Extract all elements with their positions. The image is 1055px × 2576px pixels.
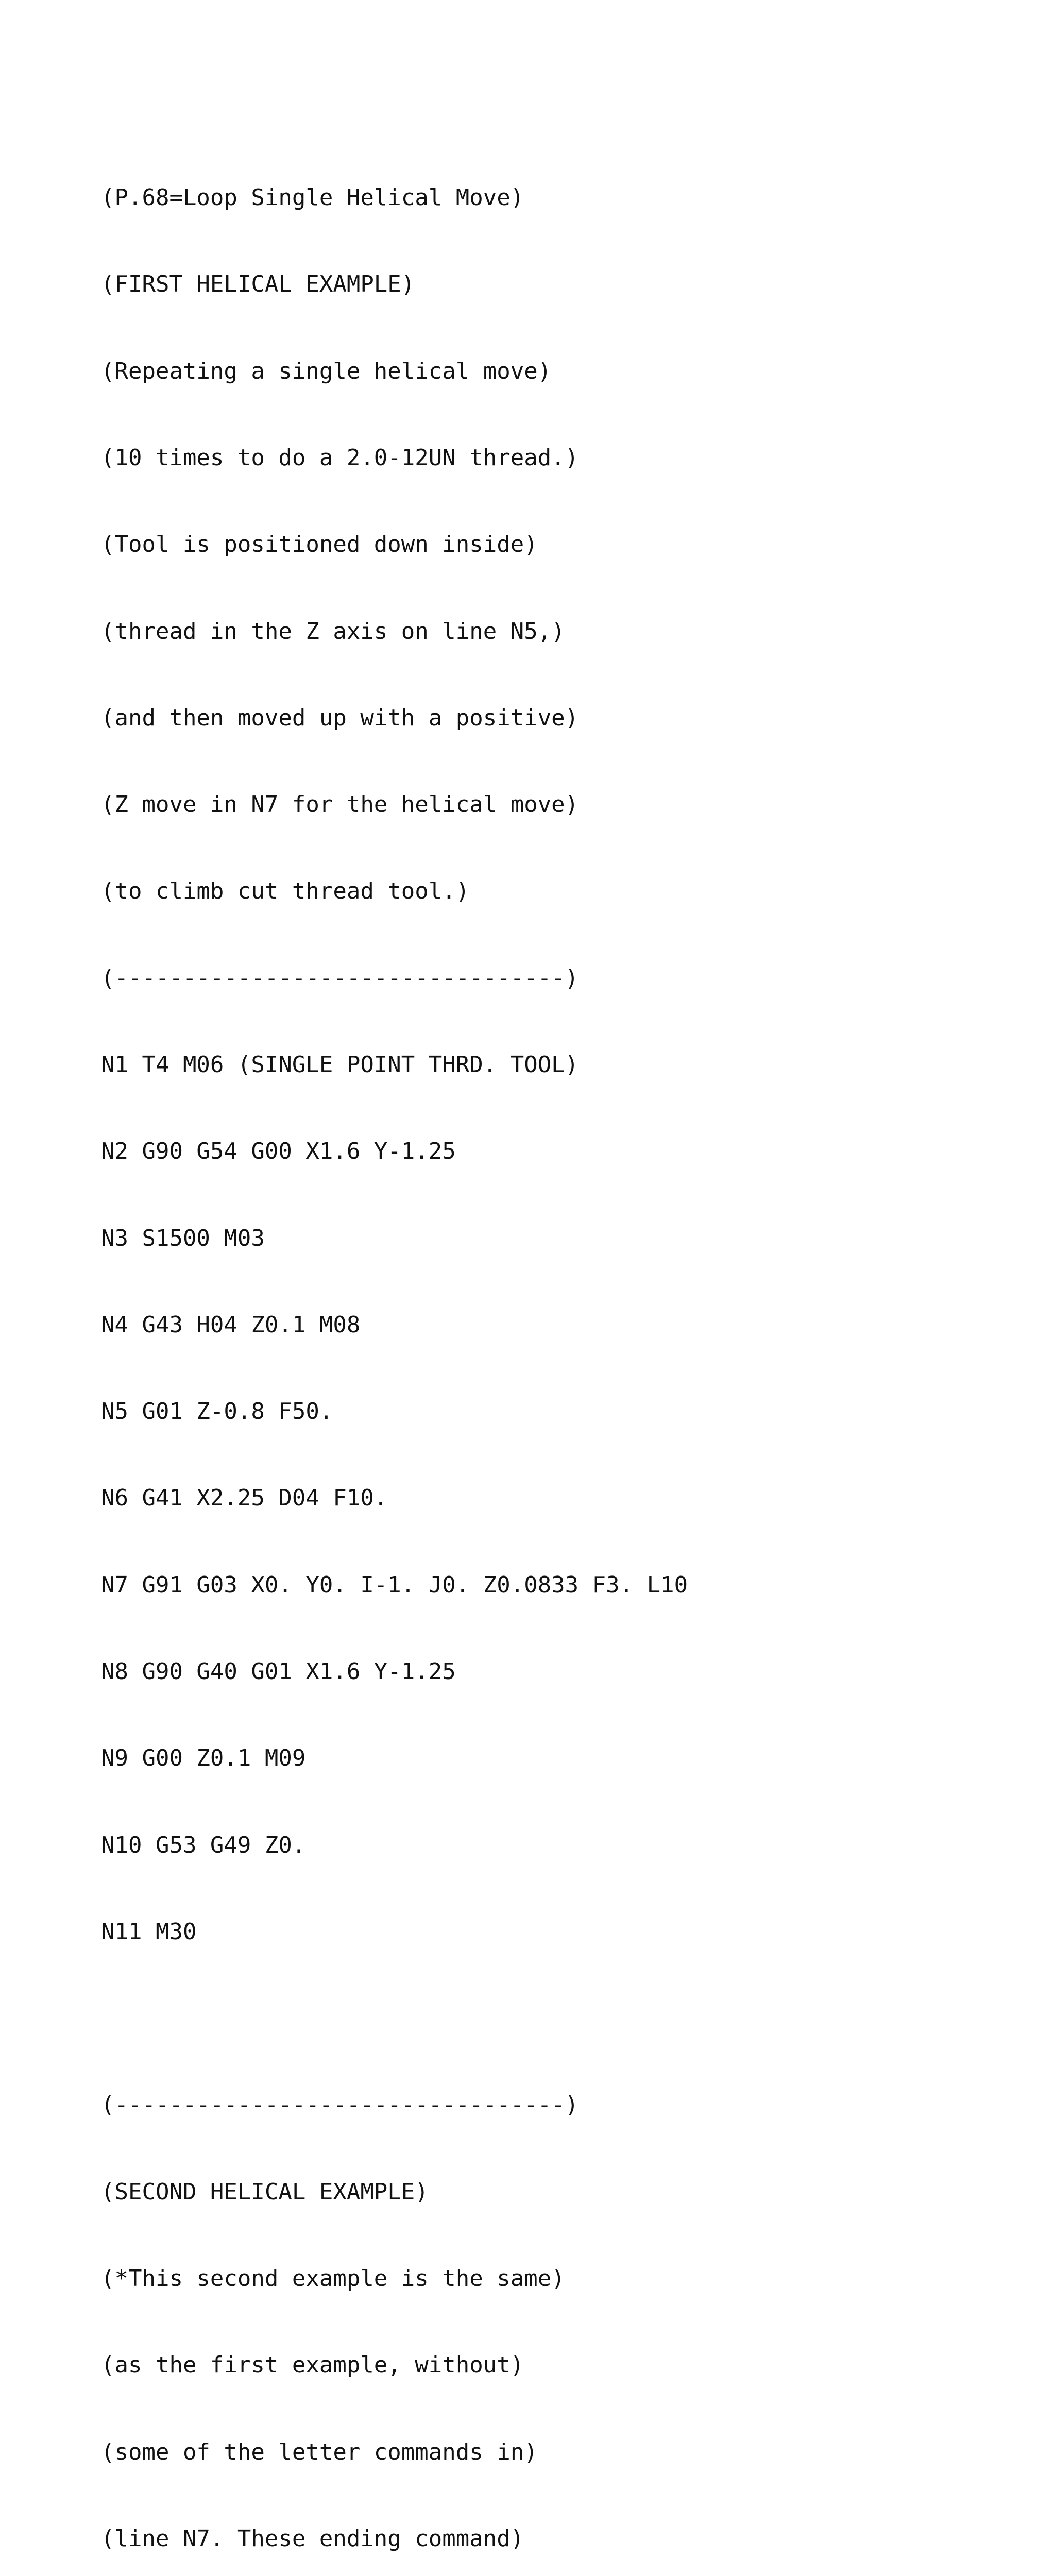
program-block-line: N6 G41 X2.25 D04 F10.: [101, 1485, 388, 1512]
program-comment-line: (Z move in N7 for the helical move): [101, 791, 579, 818]
program-comment-line: (Repeating a single helical move): [101, 358, 552, 384]
program-block-line: N4 G43 H04 Z0.1 M08: [101, 1311, 361, 1338]
program-block-line: N2 G90 G54 G00 X1.6 Y-1.25: [101, 1138, 456, 1165]
program-comment-line: (some of the letter commands in): [101, 2438, 538, 2465]
program-comment-line: (10 times to do a 2.0-12UN thread.): [101, 445, 579, 471]
blank-line: [101, 2004, 1028, 2033]
program-comment-line: (FIRST HELICAL EXAMPLE): [101, 271, 415, 298]
program-comment-line: (to climb cut thread tool.): [101, 878, 470, 905]
program-comment-line: (as the first example, without): [101, 2352, 524, 2379]
separator-line: (---------------------------------): [101, 2092, 579, 2119]
program-block-line: N1 T4 M06 (SINGLE POINT THRD. TOOL): [101, 1052, 579, 1078]
program-block-line: N7 G91 G03 X0. Y0. I-1. J0. Z0.0833 F3. L10: [101, 1571, 688, 1598]
cnc-program-listing: [101, 126, 1028, 2576]
program-block-line: N11 M30: [101, 1918, 197, 1945]
program-comment-line: (*This second example is the same): [101, 2265, 565, 2292]
program-comment-line: (thread in the Z axis on line N5,): [101, 618, 565, 645]
program-block-line: N8 G90 G40 G01 X1.6 Y-1.25: [101, 1658, 456, 1685]
program-comment-line: (SECOND HELICAL EXAMPLE): [101, 2178, 429, 2205]
program-comment-line: (and then moved up with a positive): [101, 704, 579, 731]
separator-line: (---------------------------------): [101, 964, 579, 991]
program-block-line: N5 G01 Z-0.8 F50.: [101, 1398, 333, 1425]
program-block-line: N10 G53 G49 Z0.: [101, 1832, 306, 1858]
program-block-line: N3 S1500 M03: [101, 1225, 265, 1251]
program-comment-line: (line N7. These ending command): [101, 2525, 524, 2552]
program-comment-line: (P.68=Loop Single Helical Move): [101, 184, 524, 211]
program-comment-line: (Tool is positioned down inside): [101, 531, 538, 558]
program-block-line: N9 G00 Z0.1 M09: [101, 1745, 306, 1772]
